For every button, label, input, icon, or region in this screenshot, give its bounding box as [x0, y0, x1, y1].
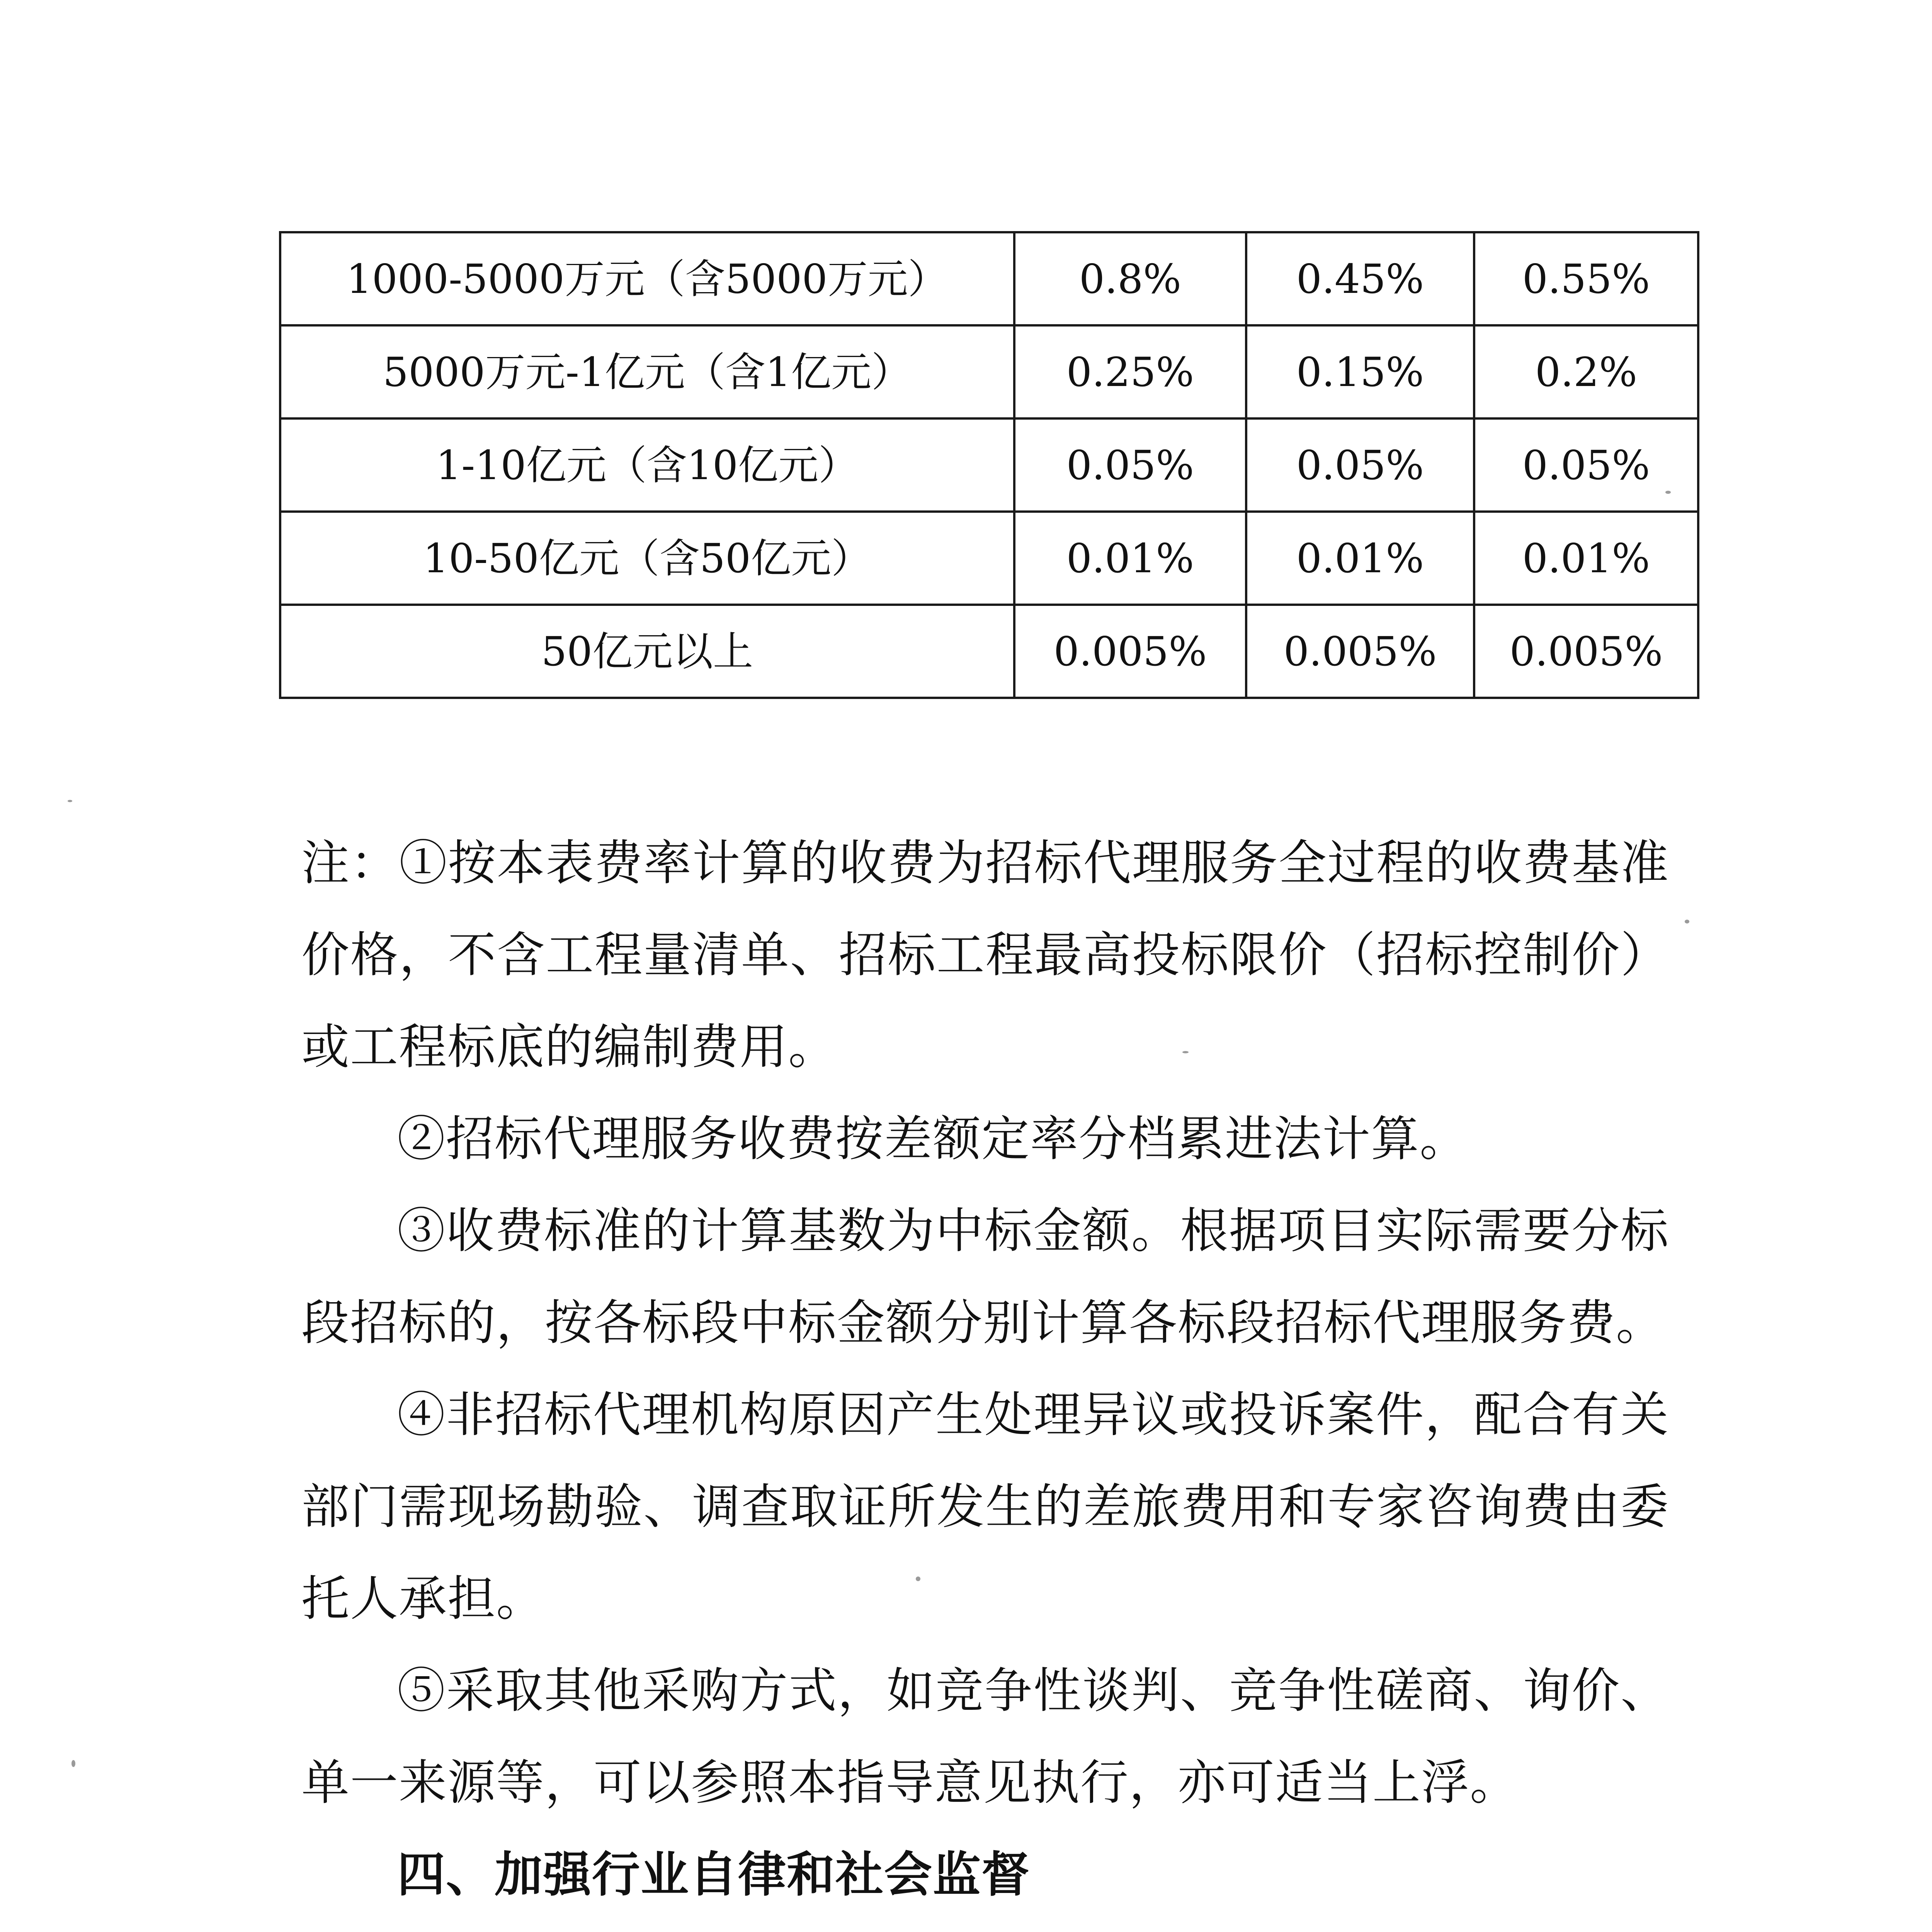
scan-speck [1665, 491, 1671, 494]
note-paragraph-2: ②招标代理服务收费按差额定率分档累进法计算。 [397, 1111, 1469, 1167]
table-cell-rate: 0.45% [1246, 232, 1474, 325]
table-row [280, 418, 1698, 512]
table-cell-amount-range: 10-50亿元（含50亿元） [280, 512, 1014, 605]
note-paragraph-5: ⑤采取其他采购方式，如竞争性谈判、竞争性磋商、询价、单一来源等，可以参照本指导意见执行，亦可适当上浮。 [301, 1663, 1669, 1811]
section-paragraph [301, 1921, 1669, 1932]
table-cell-amount-range: 5000万元-1亿元（含1亿元） [280, 325, 1014, 418]
table-cell-rate: 0.01% [1246, 512, 1474, 605]
table-row [280, 232, 1698, 325]
table-cell-rate: 0.005% [1246, 605, 1474, 698]
rate-table [279, 231, 1699, 699]
scan-speck [1182, 1051, 1189, 1053]
note-paragraph-3: ③收费标准的计算基数为中标金额。根据项目实际需要分标段招标的，按各标段中标金额分别计算各标段招标代理服务费。 [301, 1203, 1669, 1351]
table-row [280, 605, 1698, 698]
table-cell-rate: 0.01% [1474, 512, 1698, 605]
scan-speck [1685, 920, 1689, 923]
table-cell-rate: 0.2% [1474, 325, 1698, 418]
table-cell-amount-range: 50亿元以上 [280, 605, 1014, 698]
table-cell-rate: 0.8% [1014, 232, 1246, 325]
table-cell-rate: 0.05% [1014, 418, 1246, 512]
table-cell-rate: 0.05% [1246, 418, 1474, 512]
table-cell-amount-range: 1-10亿元（含10亿元） [280, 418, 1014, 512]
section-heading: 四、加强行业自律和社会监督 [397, 1847, 1031, 1903]
table-cell-rate: 0.25% [1014, 325, 1246, 418]
table-cell-rate: 0.15% [1246, 325, 1474, 418]
scan-speck [71, 1760, 75, 1767]
table-cell-rate: 0.005% [1014, 605, 1246, 698]
notes-block [301, 817, 1669, 1932]
table-row [280, 512, 1698, 605]
table-row [280, 325, 1698, 418]
table-cell-amount-range: 1000-5000万元（含5000万元） [280, 232, 1014, 325]
table-cell-rate: 0.05% [1474, 418, 1698, 512]
note-paragraph-1: 注：①按本表费率计算的收费为招标代理服务全过程的收费基准价格，不含工程量清单、招标工程最高投标限价（招标控制价）或工程标底的编制费用。 [301, 835, 1669, 1075]
scan-speck [68, 800, 72, 802]
table-cell-rate: 0.005% [1474, 605, 1698, 698]
table-cell-rate: 0.55% [1474, 232, 1698, 325]
table-cell-rate: 0.01% [1014, 512, 1246, 605]
note-paragraph-4: ④非招标代理机构原因产生处理异议或投诉案件，配合有关部门需现场勘验、调查取证所发生的差旅费用和专家咨询费由委托人承担。 [301, 1387, 1669, 1627]
scan-speck [916, 1577, 920, 1581]
